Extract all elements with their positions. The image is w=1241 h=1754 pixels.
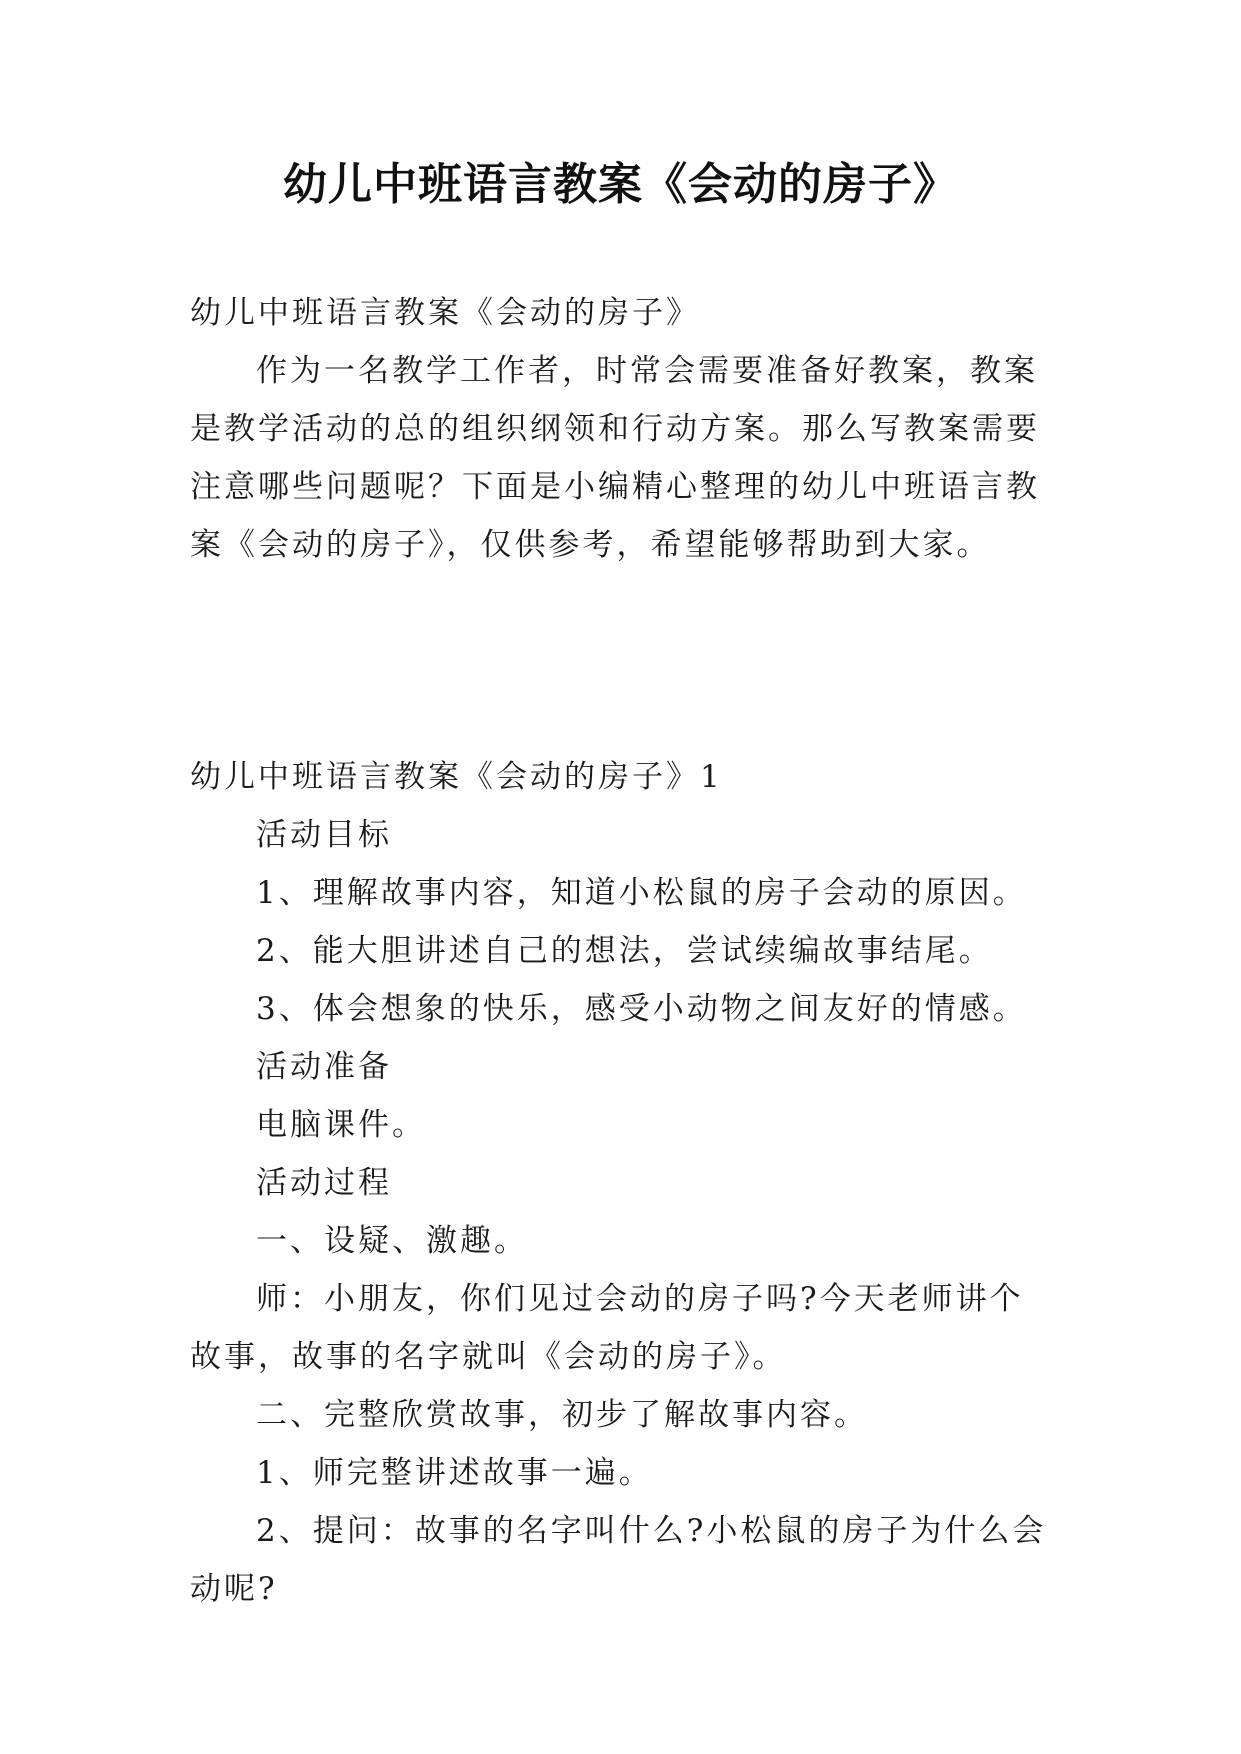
section-spacer [190, 574, 1052, 748]
goal-item: 2、能大胆讲述自己的想法，尝试续编故事结尾。 [256, 933, 993, 969]
prep-heading: 活动准备 [256, 1049, 392, 1085]
goal-item: 1、理解故事内容，知道小松鼠的房子会动的原因。 [256, 875, 1027, 911]
process-heading: 活动过程 [256, 1165, 392, 1201]
document-title: 幼儿中班语言教案《会动的房子》 [283, 159, 958, 210]
section-heading: 幼儿中班语言教案《会动的房子》1 [190, 759, 723, 795]
intro-paragraph: 作为一名教学工作者，时常会需要准备好教案，教案是教学活动的总的组织纲领和行动方案。那么写教案需要注意哪些问题呢？下面是小编精心整理的幼儿中班语言教案《会动的房子》，仅供参考，希望能够帮助到大家。 [190, 353, 1040, 563]
process-step-item: 2、提问：故事的名字叫什么?小松鼠的房子为什么会动呢? [190, 1513, 1047, 1607]
prep-text: 电脑课件。 [256, 1107, 426, 1143]
goals-heading: 活动目标 [256, 817, 392, 853]
process-step: 二、完整欣赏故事，初步了解故事内容。 [256, 1397, 868, 1433]
process-step-item: 1、师完整讲述故事一遍。 [256, 1455, 653, 1491]
document-body [190, 284, 1052, 1618]
process-step-text: 师：小朋友，你们见过会动的房子吗?今天老师讲个故事，故事的名字就叫《会动的房子》。 [190, 1281, 1024, 1375]
process-step: 一、设疑、激趣。 [256, 1223, 528, 1259]
goal-item: 3、体会想象的快乐，感受小动物之间友好的情感。 [256, 991, 1027, 1027]
subtitle: 幼儿中班语言教案《会动的房子》 [190, 295, 700, 331]
